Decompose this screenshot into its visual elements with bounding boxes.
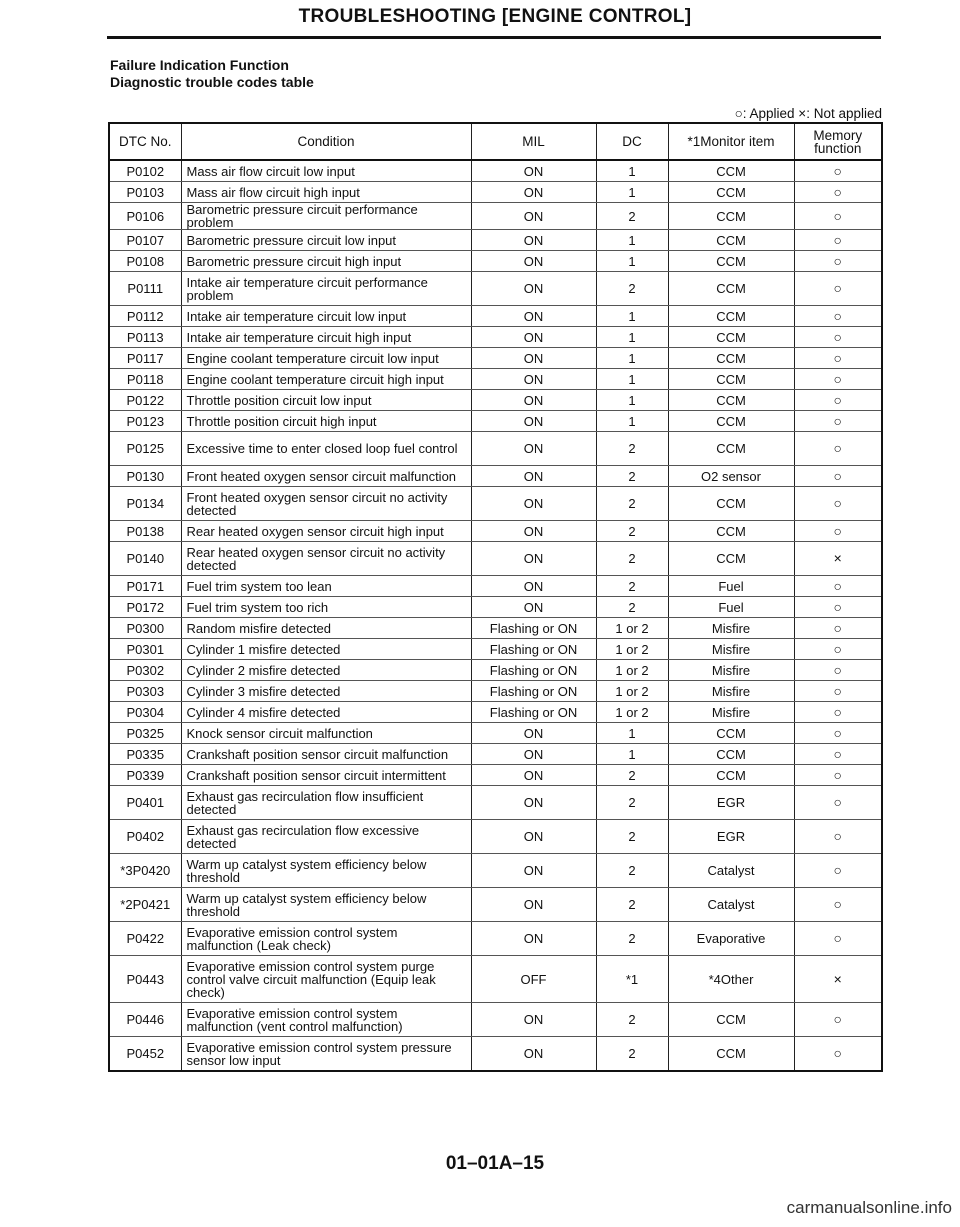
cell-memory: ○	[794, 820, 882, 854]
col-header-dtc: DTC No.	[109, 123, 181, 160]
page-title: TROUBLESHOOTING [ENGINE CONTROL]	[298, 6, 692, 27]
cell-monitor: CCM	[668, 542, 794, 576]
cell-mil: ON	[471, 765, 596, 786]
cell-monitor: CCM	[668, 411, 794, 432]
cell-mil: Flashing or ON	[471, 660, 596, 681]
cell-dc: 2	[596, 487, 668, 521]
col-header-monitor: *1Monitor item	[668, 123, 794, 160]
cell-mil: ON	[471, 820, 596, 854]
cell-condition: Front heated oxygen sensor circuit no activity detected	[181, 487, 471, 521]
cell-dc: 1	[596, 369, 668, 390]
cell-dtc: P0113	[109, 327, 181, 348]
cell-memory: ○	[794, 639, 882, 660]
cell-memory: ○	[794, 576, 882, 597]
cell-dc: 1 or 2	[596, 681, 668, 702]
watermark: carmanualsonline.info	[786, 1198, 952, 1217]
cell-condition: Mass air flow circuit high input	[181, 182, 471, 203]
cell-dc: 1	[596, 306, 668, 327]
cell-monitor: Misfire	[668, 660, 794, 681]
cell-condition: Crankshaft position sensor circuit intermittent	[181, 765, 471, 786]
cell-dc: 2	[596, 432, 668, 466]
cell-memory: ○	[794, 702, 882, 723]
cell-memory: ○	[794, 432, 882, 466]
cell-dc: 1	[596, 348, 668, 369]
table-row	[109, 203, 882, 230]
cell-dc: 2	[596, 576, 668, 597]
cell-monitor: CCM	[668, 327, 794, 348]
cell-monitor: CCM	[668, 487, 794, 521]
table-row	[109, 411, 882, 432]
cell-memory: ○	[794, 251, 882, 272]
cell-dtc: P0303	[109, 681, 181, 702]
cell-memory: ○	[794, 618, 882, 639]
cell-condition: Fuel trim system too rich	[181, 597, 471, 618]
cell-monitor: CCM	[668, 251, 794, 272]
table-row	[109, 639, 882, 660]
cell-condition: Cylinder 1 misfire detected	[181, 639, 471, 660]
table-row	[109, 230, 882, 251]
table-row	[109, 251, 882, 272]
cell-dtc: P0335	[109, 744, 181, 765]
cell-monitor: Evaporative	[668, 922, 794, 956]
cell-mil: ON	[471, 182, 596, 203]
cell-mil: ON	[471, 521, 596, 542]
table-row	[109, 306, 882, 327]
cell-monitor: CCM	[668, 230, 794, 251]
cell-dtc: *3P0420	[109, 854, 181, 888]
cell-condition: Random misfire detected	[181, 618, 471, 639]
cell-condition: Barometric pressure circuit high input	[181, 251, 471, 272]
cell-dtc: P0102	[109, 160, 181, 182]
cell-memory: ○	[794, 327, 882, 348]
cell-dc: 2	[596, 888, 668, 922]
cell-condition: Mass air flow circuit low input	[181, 160, 471, 182]
cell-mil: ON	[471, 723, 596, 744]
cell-memory: ×	[794, 542, 882, 576]
cell-mil: ON	[471, 576, 596, 597]
cell-monitor: CCM	[668, 306, 794, 327]
cell-memory: ○	[794, 411, 882, 432]
cell-memory: ○	[794, 922, 882, 956]
cell-dtc: *2P0421	[109, 888, 181, 922]
cell-monitor: CCM	[668, 182, 794, 203]
cell-condition: Exhaust gas recirculation flow insufficient detected	[181, 786, 471, 820]
cell-dtc: P0402	[109, 820, 181, 854]
cell-dc: 2	[596, 542, 668, 576]
cell-mil: ON	[471, 854, 596, 888]
cell-monitor: *4Other	[668, 956, 794, 1003]
table-row	[109, 744, 882, 765]
cell-monitor: CCM	[668, 723, 794, 744]
cell-condition: Cylinder 4 misfire detected	[181, 702, 471, 723]
cell-condition: Warm up catalyst system efficiency below threshold	[181, 854, 471, 888]
cell-memory: ○	[794, 348, 882, 369]
cell-memory: ○	[794, 786, 882, 820]
cell-monitor: CCM	[668, 160, 794, 182]
cell-dc: 1 or 2	[596, 660, 668, 681]
cell-mil: Flashing or ON	[471, 639, 596, 660]
cell-dtc: P0339	[109, 765, 181, 786]
cell-mil: ON	[471, 230, 596, 251]
cell-monitor: CCM	[668, 369, 794, 390]
cell-memory: ○	[794, 272, 882, 306]
cell-dtc: P0171	[109, 576, 181, 597]
cell-mil: ON	[471, 466, 596, 487]
cell-dc: 2	[596, 1003, 668, 1037]
cell-dtc: P0422	[109, 922, 181, 956]
cell-mil: ON	[471, 390, 596, 411]
cell-monitor: EGR	[668, 820, 794, 854]
cell-dtc: P0304	[109, 702, 181, 723]
cell-mil: ON	[471, 922, 596, 956]
cell-mil: ON	[471, 487, 596, 521]
cell-mil: ON	[471, 306, 596, 327]
cell-memory: ○	[794, 660, 882, 681]
cell-dc: 1	[596, 744, 668, 765]
cell-dc: 1 or 2	[596, 639, 668, 660]
cell-condition: Intake air temperature circuit low input	[181, 306, 471, 327]
table-row	[109, 160, 882, 182]
table-row	[109, 888, 882, 922]
cell-dc: 2	[596, 466, 668, 487]
cell-dtc: P0111	[109, 272, 181, 306]
table-row	[109, 576, 882, 597]
cell-memory: ○	[794, 369, 882, 390]
cell-dtc: P0140	[109, 542, 181, 576]
cell-dc: 1 or 2	[596, 702, 668, 723]
cell-condition: Engine coolant temperature circuit low input	[181, 348, 471, 369]
cell-memory: ○	[794, 765, 882, 786]
table-row	[109, 765, 882, 786]
cell-monitor: CCM	[668, 348, 794, 369]
table-row	[109, 1037, 882, 1072]
col-header-memory	[794, 123, 882, 160]
cell-monitor: CCM	[668, 203, 794, 230]
cell-memory: ○	[794, 1003, 882, 1037]
cell-mil: ON	[471, 1003, 596, 1037]
cell-memory: ○	[794, 487, 882, 521]
cell-mil: ON	[471, 348, 596, 369]
table-row	[109, 390, 882, 411]
cell-mil: ON	[471, 744, 596, 765]
cell-dc: 2	[596, 820, 668, 854]
cell-monitor: Catalyst	[668, 854, 794, 888]
cell-dtc: P0108	[109, 251, 181, 272]
col-header-dc: DC	[596, 123, 668, 160]
cell-monitor: Misfire	[668, 681, 794, 702]
cell-dc: 2	[596, 272, 668, 306]
table-row	[109, 348, 882, 369]
cell-dtc: P0302	[109, 660, 181, 681]
cell-condition: Cylinder 3 misfire detected	[181, 681, 471, 702]
cell-mil: ON	[471, 432, 596, 466]
cell-mil: ON	[471, 251, 596, 272]
table-row	[109, 327, 882, 348]
cell-dc: 1	[596, 251, 668, 272]
cell-dtc: P0401	[109, 786, 181, 820]
cell-dc: 2	[596, 597, 668, 618]
cell-condition: Barometric pressure circuit performance problem	[181, 203, 471, 230]
section-subtitle: Diagnostic trouble codes table	[110, 74, 314, 90]
cell-memory: ○	[794, 203, 882, 230]
table-row	[109, 182, 882, 203]
table-row	[109, 487, 882, 521]
cell-monitor: CCM	[668, 272, 794, 306]
cell-mil: ON	[471, 411, 596, 432]
cell-monitor: Misfire	[668, 618, 794, 639]
cell-dtc: P0106	[109, 203, 181, 230]
cell-memory: ○	[794, 160, 882, 182]
cell-mil: ON	[471, 888, 596, 922]
cell-dc: 2	[596, 521, 668, 542]
cell-memory: ○	[794, 723, 882, 744]
cell-mil: ON	[471, 369, 596, 390]
cell-condition: Rear heated oxygen sensor circuit no activity detected	[181, 542, 471, 576]
cell-dtc: P0117	[109, 348, 181, 369]
cell-mil: ON	[471, 542, 596, 576]
cell-memory: ○	[794, 744, 882, 765]
table-row	[109, 432, 882, 466]
table-row	[109, 521, 882, 542]
cell-monitor: CCM	[668, 1003, 794, 1037]
cell-condition: Throttle position circuit high input	[181, 411, 471, 432]
cell-mil: ON	[471, 160, 596, 182]
section-title: Failure Indication Function	[110, 57, 289, 73]
cell-dtc: P0125	[109, 432, 181, 466]
cell-dtc: P0112	[109, 306, 181, 327]
cell-memory: ○	[794, 521, 882, 542]
cell-monitor: Fuel	[668, 597, 794, 618]
table-row	[109, 922, 882, 956]
cell-monitor: Catalyst	[668, 888, 794, 922]
cell-mil: OFF	[471, 956, 596, 1003]
cell-condition: Evaporative emission control system malfunction (vent control malfunction)	[181, 1003, 471, 1037]
table-row	[109, 1003, 882, 1037]
cell-memory: ○	[794, 182, 882, 203]
cell-monitor: Misfire	[668, 639, 794, 660]
table-row	[109, 956, 882, 1003]
col-header-condition: Condition	[181, 123, 471, 160]
table-row	[109, 542, 882, 576]
cell-monitor: Misfire	[668, 702, 794, 723]
cell-dtc: P0122	[109, 390, 181, 411]
cell-dc: 1 or 2	[596, 618, 668, 639]
cell-condition: Barometric pressure circuit low input	[181, 230, 471, 251]
cell-mil: ON	[471, 1037, 596, 1072]
cell-mil: Flashing or ON	[471, 681, 596, 702]
cell-monitor: CCM	[668, 432, 794, 466]
page-number: 01–01A–15	[445, 1153, 545, 1174]
cell-memory: ○	[794, 597, 882, 618]
cell-condition: Throttle position circuit low input	[181, 390, 471, 411]
cell-dtc: P0301	[109, 639, 181, 660]
cell-monitor: CCM	[668, 1037, 794, 1072]
section-heading	[110, 57, 314, 91]
table-row	[109, 466, 882, 487]
cell-memory: ○	[794, 1037, 882, 1072]
cell-memory: ○	[794, 230, 882, 251]
cell-dtc: P0172	[109, 597, 181, 618]
cell-dtc: P0443	[109, 956, 181, 1003]
cell-condition: Cylinder 2 misfire detected	[181, 660, 471, 681]
cell-dc: 2	[596, 765, 668, 786]
cell-monitor: CCM	[668, 390, 794, 411]
cell-dc: *1	[596, 956, 668, 1003]
cell-condition: Rear heated oxygen sensor circuit high input	[181, 521, 471, 542]
cell-condition: Intake air temperature circuit performance problem	[181, 272, 471, 306]
cell-dc: 2	[596, 786, 668, 820]
cell-condition: Engine coolant temperature circuit high input	[181, 369, 471, 390]
cell-memory: ○	[794, 390, 882, 411]
cell-monitor: EGR	[668, 786, 794, 820]
table-row	[109, 702, 882, 723]
table-row	[109, 597, 882, 618]
col-header-memory-line2: function	[814, 140, 862, 156]
cell-condition: Fuel trim system too lean	[181, 576, 471, 597]
cell-monitor: CCM	[668, 744, 794, 765]
cell-dtc: P0130	[109, 466, 181, 487]
table-row	[109, 820, 882, 854]
cell-dc: 1	[596, 182, 668, 203]
cell-condition: Evaporative emission control system pressure sensor low input	[181, 1037, 471, 1072]
cell-memory: ×	[794, 956, 882, 1003]
cell-dtc: P0118	[109, 369, 181, 390]
cell-condition: Crankshaft position sensor circuit malfunction	[181, 744, 471, 765]
cell-dtc: P0300	[109, 618, 181, 639]
cell-mil: ON	[471, 327, 596, 348]
cell-memory: ○	[794, 466, 882, 487]
table-row	[109, 618, 882, 639]
dtc-table-body	[109, 160, 882, 1071]
title-rule	[107, 36, 881, 39]
cell-condition: Warm up catalyst system efficiency below threshold	[181, 888, 471, 922]
col-header-mil: MIL	[471, 123, 596, 160]
cell-mil: ON	[471, 272, 596, 306]
cell-dtc: P0325	[109, 723, 181, 744]
cell-dtc: P0134	[109, 487, 181, 521]
cell-monitor: O2 sensor	[668, 466, 794, 487]
cell-dtc: P0446	[109, 1003, 181, 1037]
cell-monitor: Fuel	[668, 576, 794, 597]
cell-condition: Evaporative emission control system purge control valve circuit malfunction (Equip leak check)	[181, 956, 471, 1003]
legend: ○: Applied ×: Not applied	[734, 106, 882, 121]
table-row	[109, 660, 882, 681]
cell-mil: Flashing or ON	[471, 618, 596, 639]
cell-mil: ON	[471, 786, 596, 820]
cell-dc: 2	[596, 922, 668, 956]
cell-dtc: P0452	[109, 1037, 181, 1072]
cell-condition: Front heated oxygen sensor circuit malfunction	[181, 466, 471, 487]
table-header-row	[109, 123, 882, 160]
table-row	[109, 369, 882, 390]
cell-dc: 2	[596, 203, 668, 230]
cell-memory: ○	[794, 854, 882, 888]
cell-condition: Evaporative emission control system malfunction (Leak check)	[181, 922, 471, 956]
cell-monitor: CCM	[668, 521, 794, 542]
cell-dc: 1	[596, 411, 668, 432]
cell-condition: Excessive time to enter closed loop fuel control	[181, 432, 471, 466]
cell-dc: 1	[596, 723, 668, 744]
cell-dc: 1	[596, 390, 668, 411]
cell-memory: ○	[794, 888, 882, 922]
dtc-table	[108, 122, 883, 1072]
table-row	[109, 723, 882, 744]
cell-memory: ○	[794, 306, 882, 327]
cell-dtc: P0103	[109, 182, 181, 203]
cell-dc: 2	[596, 854, 668, 888]
cell-dc: 1	[596, 230, 668, 251]
table-row	[109, 786, 882, 820]
cell-dtc: P0123	[109, 411, 181, 432]
cell-dc: 2	[596, 1037, 668, 1072]
cell-monitor: CCM	[668, 765, 794, 786]
cell-dc: 1	[596, 160, 668, 182]
cell-dtc: P0107	[109, 230, 181, 251]
cell-mil: Flashing or ON	[471, 702, 596, 723]
cell-condition: Intake air temperature circuit high input	[181, 327, 471, 348]
cell-condition: Knock sensor circuit malfunction	[181, 723, 471, 744]
cell-mil: ON	[471, 203, 596, 230]
col-header-memory-line1: Memory	[813, 127, 863, 143]
cell-memory: ○	[794, 681, 882, 702]
table-row	[109, 681, 882, 702]
table-row	[109, 854, 882, 888]
cell-mil: ON	[471, 597, 596, 618]
cell-dtc: P0138	[109, 521, 181, 542]
cell-dc: 1	[596, 327, 668, 348]
cell-condition: Exhaust gas recirculation flow excessive detected	[181, 820, 471, 854]
table-row	[109, 272, 882, 306]
